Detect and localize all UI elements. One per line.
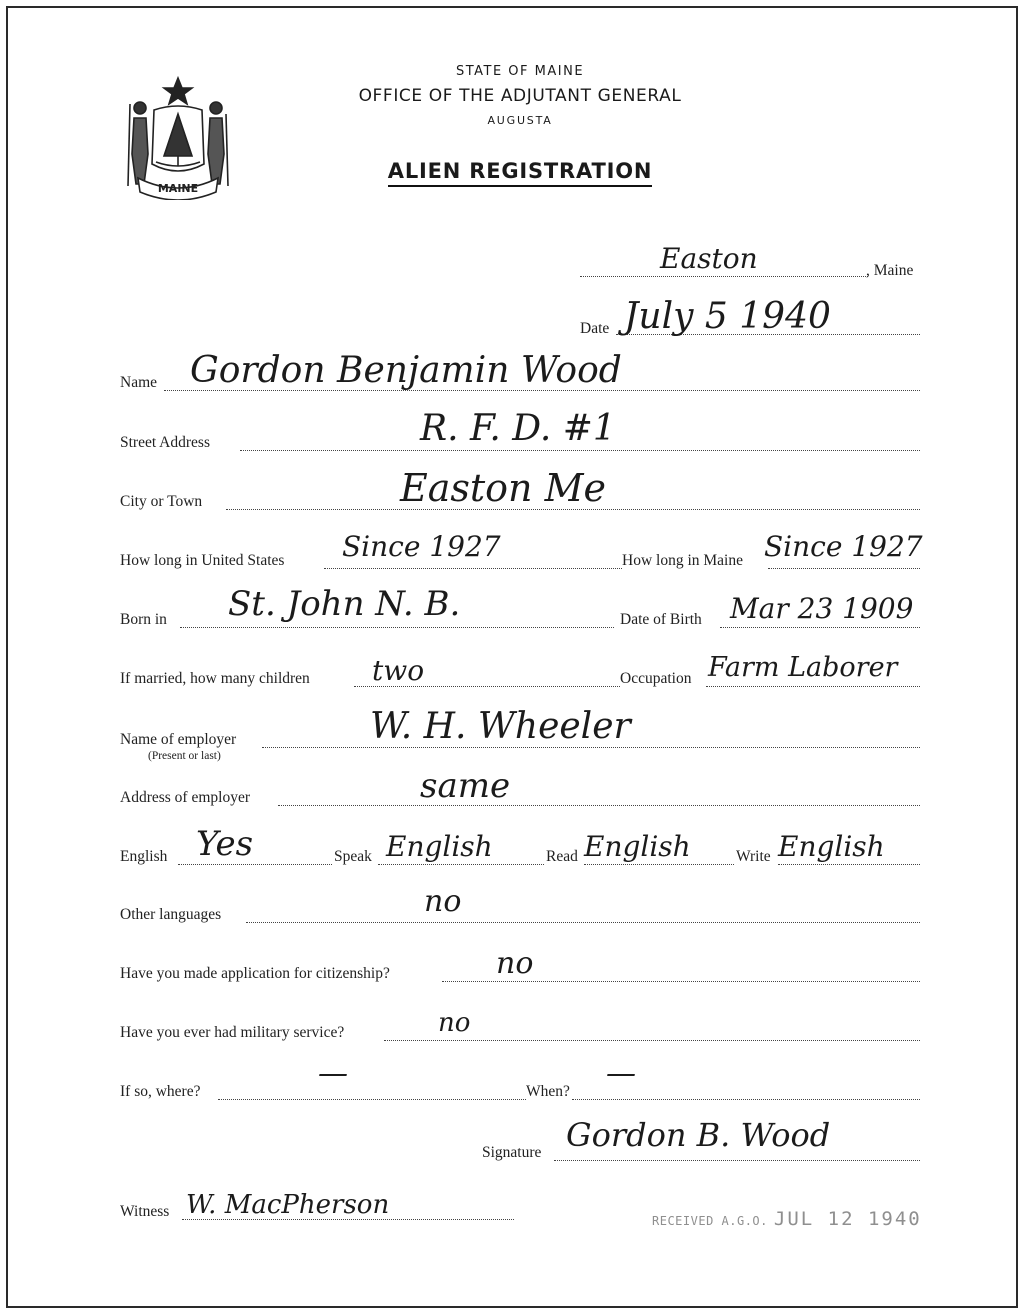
witness-value: W. MacPherson	[186, 1190, 390, 1220]
maine-time-value: Since 1927	[764, 530, 923, 563]
children-value: two	[372, 654, 425, 687]
occupation-value: Farm Laborer	[708, 652, 898, 683]
when-value: —	[606, 1056, 636, 1091]
write-dotted-line	[778, 864, 920, 865]
write-value: English	[778, 830, 885, 863]
city-value: Easton Me	[400, 466, 606, 510]
received-stamp-date: JUL 12 1940	[773, 1208, 922, 1230]
where-value: —	[318, 1056, 348, 1091]
military-dotted-line	[384, 1040, 920, 1041]
dob-value: Mar 23 1909	[730, 592, 914, 625]
employer-label: Name of employer	[120, 731, 237, 748]
header-city: AUGUSTA	[487, 114, 553, 127]
signature-dotted-line	[554, 1160, 920, 1161]
occupation-dotted-line	[706, 686, 920, 687]
english-label: English	[120, 848, 168, 865]
street-address-label: Street Address	[120, 434, 210, 451]
place-label: , Maine	[866, 262, 914, 279]
citizenship-value: no	[496, 946, 534, 981]
name-label: Name	[120, 374, 158, 391]
employer-sublabel: (Present or last)	[148, 750, 221, 762]
seal-banner-text: MAINE	[157, 182, 199, 195]
children-label: If married, how many children	[120, 670, 310, 687]
read-value: English	[584, 830, 691, 863]
street-address-value: R. F. D. #1	[420, 408, 616, 449]
place-dotted-line	[580, 276, 868, 277]
received-stamp	[652, 1208, 922, 1230]
where-dotted-line	[218, 1099, 526, 1100]
dob-label: Date of Birth	[620, 611, 702, 628]
when-label: When?	[526, 1083, 570, 1100]
maine-time-dotted-line	[768, 568, 920, 569]
citizenship-label: Have you made application for citizenship?	[120, 965, 390, 982]
born-in-label: Born in	[120, 611, 167, 628]
speak-value: English	[386, 830, 493, 863]
military-label: Have you ever had military service?	[120, 1024, 345, 1041]
read-label: Read	[546, 848, 578, 865]
date-value: July 5 1940	[624, 296, 831, 337]
street-address-dotted-line	[240, 450, 920, 451]
write-label: Write	[736, 848, 771, 865]
employer-value: W. H. Wheeler	[370, 706, 631, 747]
english-dotted-line	[178, 864, 332, 865]
header-office: OFFICE OF THE ADJUTANT GENERAL	[358, 86, 682, 106]
born-in-value: St. John N. B.	[228, 584, 461, 624]
dob-dotted-line	[720, 627, 920, 628]
maine-time-label: How long in Maine	[622, 552, 743, 569]
us-time-value: Since 1927	[342, 530, 501, 563]
date-label: Date	[580, 320, 610, 337]
where-label: If so, where?	[120, 1083, 201, 1100]
speak-dotted-line	[378, 864, 544, 865]
us-time-dotted-line	[324, 568, 622, 569]
occupation-label: Occupation	[620, 670, 692, 687]
citizenship-dotted-line	[442, 981, 920, 982]
employer-address-value: same	[420, 766, 511, 806]
speak-label: Speak	[334, 848, 372, 865]
form-title-text: ALIEN REGISTRATION	[388, 159, 652, 187]
form-title	[8, 159, 1024, 183]
when-dotted-line	[572, 1099, 920, 1100]
employer-address-dotted-line	[278, 805, 920, 806]
witness-label: Witness	[120, 1203, 170, 1220]
born-in-dotted-line	[180, 627, 614, 628]
place-value: Easton	[660, 242, 758, 275]
employer-dotted-line	[262, 747, 920, 748]
read-dotted-line	[584, 864, 734, 865]
other-languages-label: Other languages	[120, 906, 222, 923]
name-value: Gordon Benjamin Wood	[190, 350, 622, 391]
employer-address-label: Address of employer	[120, 789, 250, 806]
english-value: Yes	[196, 824, 254, 864]
signature-value: Gordon B. Wood	[566, 1116, 831, 1154]
signature-label: Signature	[482, 1144, 542, 1161]
military-value: no	[438, 1008, 471, 1038]
header-state: STATE OF MAINE	[455, 64, 585, 79]
us-time-label: How long in United States	[120, 552, 285, 569]
other-languages-value: no	[424, 884, 462, 919]
city-label: City or Town	[120, 493, 203, 510]
received-stamp-prefix: RECEIVED A.G.O.	[652, 1214, 768, 1228]
other-languages-dotted-line	[246, 922, 920, 923]
